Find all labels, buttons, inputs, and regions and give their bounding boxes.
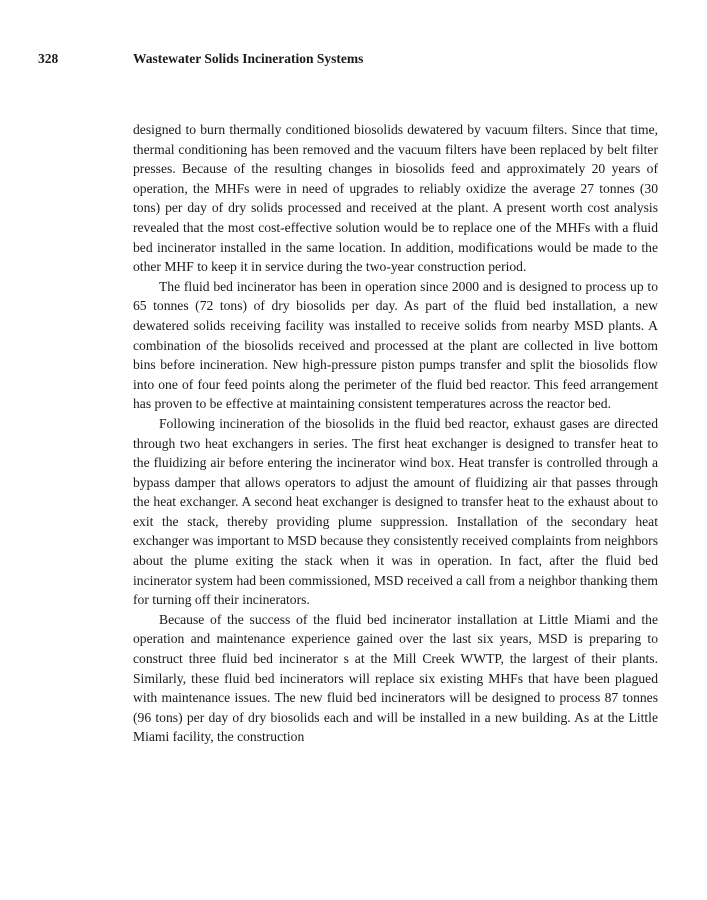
running-title: Wastewater Solids Incineration Systems	[133, 51, 364, 66]
paragraph-mill-creek: Because of the success of the fluid bed incinerator installation at Little Miami and the operation and maintenance experience gained over the last six years, MSD is preparing to construct three fluid bed incinerator s at the Mill Creek WWTP, the largest of their plants. Similarly, these fluid bed incinerators will replace six existing MHFs that have been plagued with maintenance issues. The new fluid bed incinerators will be designed to process 87 tonnes (96 tons) per day of dry biosolids each and will be installed in a new building. As at the Little Miami facility, the construction	[133, 611, 658, 745]
paragraph-continued: designed to burn thermally conditioned biosolids dewatered by vacuum filters. Since that time, thermal conditioning has been removed and the vacuum filters have been replaced by belt filter presses. Because of the resulting changes in biosolids feed and approximately 20 years of operation, the MHFs were in need of upgrades to reliably oxidize the average 27 tonnes (30 tons) per day of dry solids processed and received at the plant. A present worth cost analysis revealed that the most cost-effective solution would be to replace one of the MHFs with a fluid bed incinerator installed in the same location. In addition, modifications would be made to the other MHF to keep it in service during the two-year construction period.	[133, 122, 658, 275]
page-header	[38, 49, 678, 69]
paragraph-heat-exchangers: Following incineration of the biosolids in the fluid bed reactor, exhaust gases are directed through two heat exchangers in series. The first heat exchanger is designed to transfer heat to the fluidizing air before entering the incinerator wind box. Heat transfer is controlled through a bypass damper that allows operators to adjust the amount of fluidizing air that passes through the heat exchanger. A second heat exchanger is designed to transfer heat to the exhaust about to exit the stack, thereby providing plume suppression. Installation of the secondary heat exchanger was important to MSD because they consistently received complaints from neighbors about the plume exiting the stack when it was in operation. In fact, after the fluid bed incinerator system had been commissioned, MSD received a call from a neighbor thanking them for turning off their incinerators.	[133, 415, 658, 608]
page-number: 328	[38, 51, 59, 66]
paragraph-fluid-bed-operation: The fluid bed incinerator has been in operation since 2000 and is designed to process up to 65 tonnes (72 tons) of dry biosolids per day. As part of the fluid bed installation, a new dewatered solids receiving facility was installed to receive solids from nearby MSD plants. A combination of the biosolids received and processed at the plant are collected in live bottom bins before incineration. New high-pressure piston pumps transfer and split the biosolids flow into one of four feed points along the perimeter of the fluid bed reactor. This feed arrangement has proven to be effective at maintaining consistent temperatures across the reactor bed.	[133, 278, 658, 412]
body-text	[133, 120, 658, 747]
